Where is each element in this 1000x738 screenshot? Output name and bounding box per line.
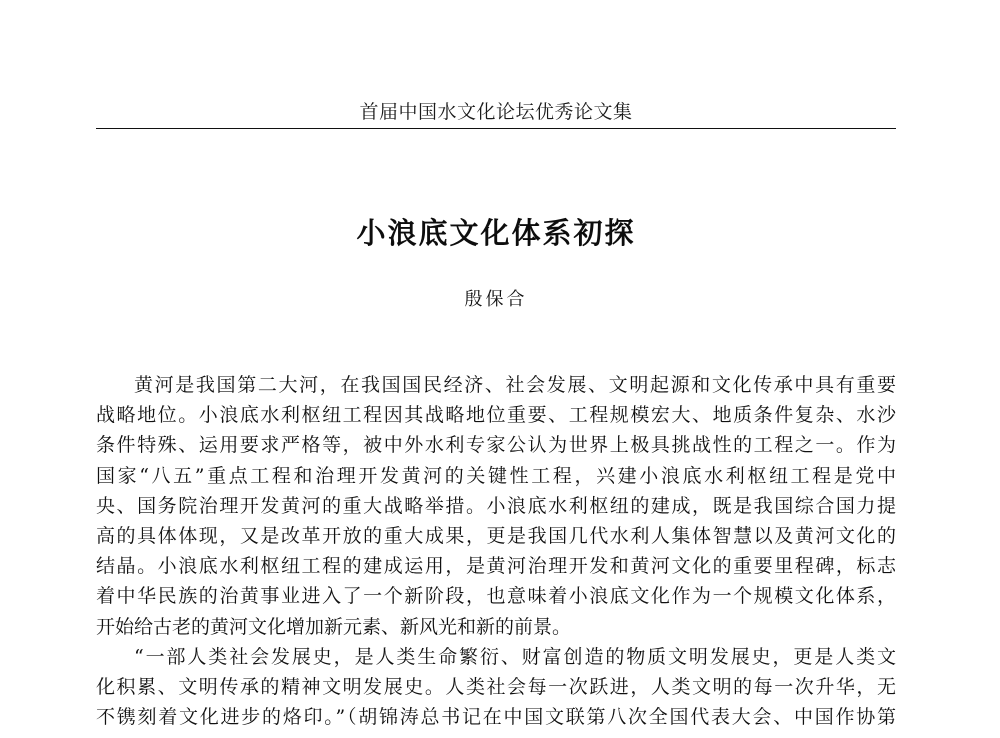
text-line: 高的具体体现，又是改革开放的重大成果，更是我国几代水利人集体智慧以及黄河文化的: [96, 524, 896, 547]
article-author: 殷保合: [464, 289, 528, 310]
article-title: 小浪底文化体系初探: [356, 216, 636, 250]
text-line: 结晶。小浪底水利枢纽工程的建成运用，是黄河治理开发和黄河文化的重要里程碑，标志: [96, 555, 896, 578]
paragraph-2: [96, 642, 896, 733]
running-header: 首届中国水文化论坛优秀论文集: [359, 101, 633, 123]
text-line: 国家“八五”重点工程和治理开发黄河的关键性工程，兴建小浪底水利枢纽工程是党中: [96, 464, 896, 487]
text-line: 不镌刻着文化进步的烙印。”（胡锦涛总书记在中国文联第八次全国代表大会、中国作协第: [96, 706, 896, 729]
text-line: 战略地位。小浪底水利枢纽工程因其战略地位重要、工程规模宏大、地质条件复杂、水沙: [96, 404, 896, 427]
text-line: 着中华民族的治黄事业进入了一个新阶段，也意味着小浪底文化作为一个规模文化体系，: [96, 585, 896, 608]
text-line: 化积累、文明传承的精神文明发展史。人类社会每一次跃进，人类文明的每一次升华，无: [96, 675, 896, 698]
article-body: [96, 370, 896, 732]
text-line: 开始给古老的黄河文化增加新元素、新风光和新的前景。: [96, 615, 572, 638]
text-line: “一部人类社会发展史，是人类生命繁衍、财富创造的物质文明发展史，更是人类文: [134, 645, 896, 668]
paragraph-1: [96, 370, 896, 642]
text-line: 条件特殊、运用要求严格等，被中外水利专家公认为世界上极具挑战性的工程之一。作为: [96, 434, 896, 457]
text-line: 黄河是我国第二大河，在我国国民经济、社会发展、文明起源和文化传承中具有重要: [134, 374, 896, 396]
header-rule: [96, 128, 896, 129]
text-line: 央、国务院治理开发黄河的重大战略举措。小浪底水利枢纽的建成，既是我国综合国力提: [96, 494, 896, 517]
